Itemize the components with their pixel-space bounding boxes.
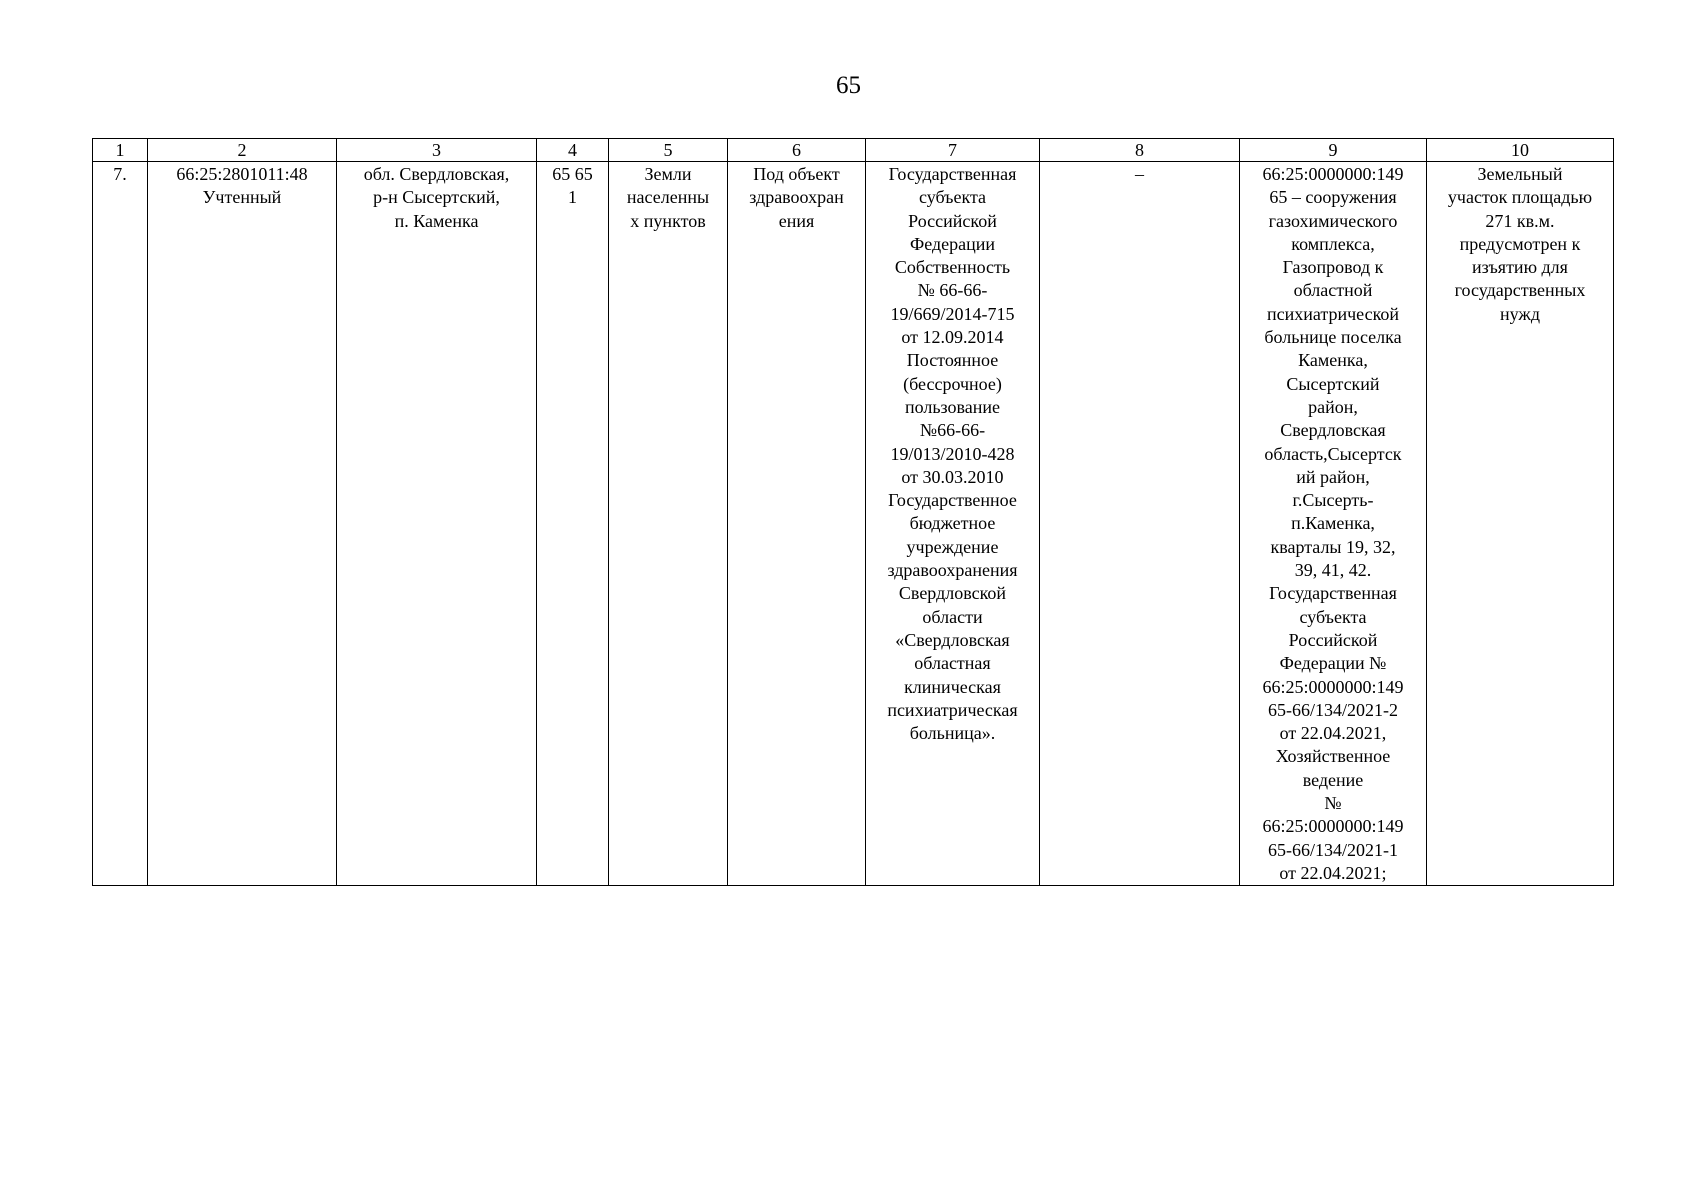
column-number: 4 — [537, 139, 609, 162]
area-cell: 65 65 1 — [537, 162, 609, 886]
page-number: 65 — [836, 72, 861, 99]
column-number: 1 — [93, 139, 148, 162]
permitted-use-cell: Под объект здравоохран ения — [728, 162, 866, 886]
note-cell: Земельный участок площадью 271 кв.м. предусмотрен к изъятию для государственных нужд — [1427, 162, 1614, 886]
column-number: 7 — [866, 139, 1040, 162]
column-number: 8 — [1040, 139, 1240, 162]
land-registry-table — [92, 138, 1614, 886]
column-number: 5 — [609, 139, 728, 162]
column-number: 6 — [728, 139, 866, 162]
cadastral-number-cell: 66:25:2801011:48 Учтенный — [148, 162, 337, 886]
column-number: 10 — [1427, 139, 1614, 162]
column-number-row — [93, 139, 1614, 162]
column-number: 2 — [148, 139, 337, 162]
encumbrance-cell: – — [1040, 162, 1240, 886]
land-category-cell: Земли населенны х пунктов — [609, 162, 728, 886]
address-cell: обл. Свердловская, р-н Сысертский, п. Каменка — [337, 162, 537, 886]
related-objects-cell: 66:25:0000000:149 65 – сооружения газохимического комплекса, Газопровод к областной психиатрической больнице поселка Каменка, Сысертский район, Свердловская область,Сысертск ий район, г.Сысерть- п.Каменка, кварталы 19, 32, 39, 41, 42. Государственная субъекта Российской Федерации № 66:25:0000000:149 65-66/134/2021-2 от 22.04.2021, Хозяйственное ведение № 66:25:0000000:149 65-66/134/2021-1 от 22.04.2021; — [1240, 162, 1427, 886]
row-number-cell: 7. — [93, 162, 148, 886]
column-number: 3 — [337, 139, 537, 162]
table-row — [93, 162, 1614, 886]
rights-cell: Государственная субъекта Российской Федерации Собственность № 66-66- 19/669/2014-715 от 12.09.2014 Постоянное (бессрочное) пользование №66-66- 19/013/2010-428 от 30.03.2010 Государственное бюджетное учреждение здравоохранения Свердловской области «Свердловская областная клиническая психиатрическая больница». — [866, 162, 1040, 886]
column-number: 9 — [1240, 139, 1427, 162]
